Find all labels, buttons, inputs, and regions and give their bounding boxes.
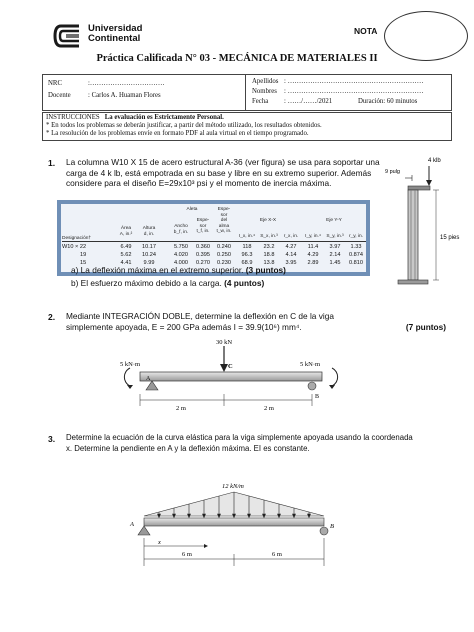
fecha-label: Fecha (252, 98, 269, 105)
table-cell: 4.41 (120, 260, 132, 266)
nrc-label: NRC (48, 80, 62, 87)
part-b-text: b) El esfuerzo máximo debido a la carga. (71, 278, 222, 288)
th-designacion: Designación† (62, 236, 92, 241)
column-height-label: 15 pies (440, 235, 460, 241)
table-cell: 19 (80, 252, 87, 258)
beam3-label-a: A (130, 521, 134, 528)
table-cell: 0.230 (217, 260, 231, 266)
fecha-field[interactable]: : ……/……/2021 (284, 98, 333, 105)
table-cell: 18.8 (263, 252, 275, 258)
problem2-line2-row (66, 322, 446, 333)
beam2-label-a: A (146, 376, 151, 382)
problem1-part-b (71, 278, 264, 288)
docente-label: Docente (48, 92, 71, 99)
problem1-line2: carga de 4 k lb, está empotrada en su base y libre en su extremo superior. Además (66, 167, 372, 178)
table-cell: 0.240 (217, 244, 231, 250)
table-cell: 118 (242, 244, 252, 250)
table-cell: 4.14 (285, 252, 297, 258)
table-cell: 13.8 (263, 260, 275, 266)
beam2-label-b: B (315, 394, 320, 400)
load-arrow-head (263, 514, 266, 518)
instructions-bold: La evaluación es Estrictamente Personal. (104, 114, 224, 121)
table-cell: 2.14 (329, 252, 341, 258)
table-header-rule (62, 241, 366, 242)
problem1-text (66, 157, 396, 189)
load-arrow-head (218, 514, 221, 518)
table-cell: 3.97 (329, 244, 341, 250)
info-box-divider (245, 74, 246, 111)
nota-label: NOTA (354, 26, 378, 36)
table-cell: 2.89 (307, 260, 319, 266)
th-ry: r_y, in. (348, 234, 364, 239)
table-cell: 11.4 (307, 244, 319, 250)
problem2-points: (7 puntos) (405, 321, 446, 332)
problem3-number: 3. (48, 434, 56, 444)
load-arrow-head (308, 514, 311, 518)
table-cell: 68.9 (241, 260, 253, 266)
load-arrow-head (188, 514, 191, 518)
part-b-points: (4 puntos) (224, 278, 265, 288)
table-cell: 0.360 (196, 244, 210, 250)
problem2-line2: simplemente apoyada, E = 200 GPa además I = 39.9(10⁶) mm⁴. (66, 321, 302, 332)
th-sy: S_y, in.³ (326, 234, 344, 239)
table-cell: 1.45 (329, 260, 341, 266)
beam2-span2: 2 m (264, 405, 274, 412)
table-cell: 4.27 (285, 244, 297, 250)
table-cell: 23.2 (263, 244, 275, 250)
table-cell: 9.99 (143, 260, 155, 266)
th-espesor-aleta: Espe- sor t_f, in. (196, 218, 210, 234)
table-cell: 4.29 (307, 252, 319, 258)
load-arrow-head (203, 514, 206, 518)
duracion-text: Duración: 60 minutos (358, 98, 418, 105)
instructions-heading (46, 114, 224, 122)
university-line1: Universidad (88, 23, 143, 34)
th-eje-yy: Eje Y-Y (326, 218, 342, 223)
table-cell: W10 × 22 (62, 244, 87, 250)
instructions-label: INSTRUCCIONES (46, 114, 100, 121)
instructions-line2: * La resolución de los problemas envíe en formato PDF al aula virtual en el tiempo programado. (46, 130, 309, 137)
problem1-line3: considere para el diseño E=29x10³ psi y el momento de inercia máxima. (66, 178, 332, 188)
problem1-part-a (71, 265, 286, 275)
nombres-label: Nombres (252, 88, 277, 95)
table-cell: 0.810 (349, 260, 363, 266)
beam2-label-c: C (228, 363, 233, 370)
th-eje-xx: Eje X-X (259, 218, 277, 223)
table-cell: 4.000 (174, 260, 188, 266)
table-cell: 5.750 (174, 244, 188, 250)
university-logo (52, 22, 82, 50)
load-arrow-head (278, 514, 281, 518)
beam3-figure (124, 476, 354, 586)
university-line2: Continental (88, 33, 141, 44)
th-ancho: Ancho b_f, in. (173, 224, 189, 235)
nombres-field[interactable]: : …………………………………………………… (284, 88, 424, 95)
beam2-moment-left: 5 kN·m (120, 361, 141, 368)
table-cell: 0.395 (196, 252, 210, 258)
apellidos-label: Apellidos (252, 78, 279, 85)
table-cell: 15 (80, 260, 87, 266)
problem2-text (66, 311, 446, 332)
th-sx: S_x, in.³ (260, 234, 278, 239)
beam3-span2: 6 m (272, 551, 282, 558)
beam2-moment-right: 5 kN·m (300, 361, 321, 368)
beam2-load-label: 30 kN (216, 339, 233, 346)
problem3-line2: x. Determine la pendiente en A y la deflexión máxima. EI es constante. (66, 443, 310, 453)
table-cell: 0.250 (217, 252, 231, 258)
table-cell: 5.62 (120, 252, 132, 258)
instructions-line1: * En todos los problemas se deberán justificar, a partir del método utilizado, los resultados obtenidos. (46, 122, 322, 129)
beam3-load-label: 12 kN/m (222, 483, 244, 490)
page-title: Práctica Calificada N° 03 - MECÁNICA DE MATERIALES II (96, 53, 378, 64)
th-area: Área A, in.² (119, 226, 133, 237)
part-a-points: (3 puntos) (245, 265, 286, 275)
beam2-span1: 2 m (176, 405, 186, 412)
load-arrow-head (293, 514, 296, 518)
problem3-text (66, 433, 456, 454)
th-ix: I_x, in.⁴ (238, 234, 256, 239)
table-cell: 0.270 (196, 260, 210, 266)
load-arrow-head (173, 514, 176, 518)
part-a-text: a) La deflexión máxima en el extremo superior. (71, 265, 244, 275)
university-name (88, 24, 142, 44)
th-altura: Altura d, in. (142, 226, 156, 237)
beam3-span1: 6 m (182, 551, 192, 558)
load-arrow-head (248, 514, 251, 518)
beam3-label-b: B (330, 523, 334, 530)
apellidos-field[interactable]: : …………………………………………………… (284, 78, 424, 85)
beam3-label-x: x (158, 539, 161, 546)
docente-value: : Carlos A. Huaman Flores (88, 92, 161, 99)
problem1-number: 1. (48, 158, 56, 168)
th-iy: I_y, in.⁴ (305, 234, 321, 239)
th-espesor-alma: Espe- sor del alma t_w, in. (216, 207, 232, 234)
table-cell: 10.17 (142, 244, 156, 250)
table-cell: 96.3 (241, 252, 253, 258)
column-load-label: 4 klb (428, 158, 441, 164)
table-cell: 4.020 (174, 252, 188, 258)
column-offset-label: 9 pulg (385, 169, 400, 175)
problem2-number: 2. (48, 312, 56, 322)
table-cell: 10.24 (142, 252, 156, 258)
nrc-field[interactable]: :…………………………… (88, 80, 165, 87)
table-cell: 6.49 (120, 244, 132, 250)
problem3-line1: Determine la ecuación de la curva elástica para la viga simplemente apoyada usando la coordenada (66, 433, 413, 442)
th-rx: r_x, in. (283, 234, 299, 239)
table-cell: 1.33 (350, 244, 362, 250)
problem2-line1: Mediante INTEGRACIÓN DOBLE, determine la deflexión en C de la viga (66, 311, 334, 321)
column-figure (384, 150, 474, 300)
table-cell: 0.874 (349, 252, 363, 258)
problem1-line1: La columna W10 X 15 de acero estructural A-36 (ver figura) se usa para soportar una (66, 157, 380, 167)
th-aleta: Aleta (186, 207, 198, 212)
load-arrow-head (158, 514, 161, 518)
beam2-figure (120, 336, 360, 422)
table-cell: 3.95 (285, 260, 297, 266)
load-arrow-head (233, 514, 236, 518)
